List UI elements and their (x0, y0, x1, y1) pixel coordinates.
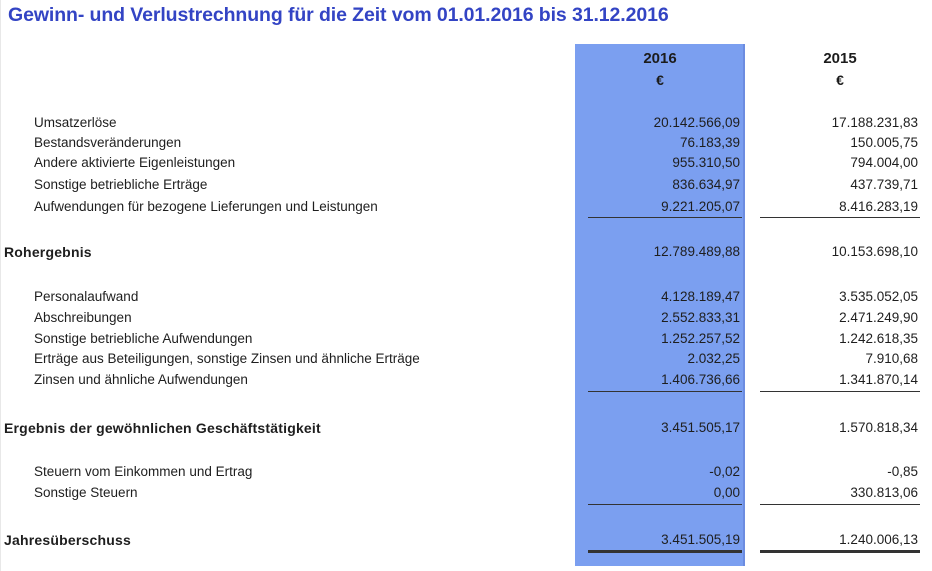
page-edge (0, 0, 1, 571)
row-value-2016-eigenleistungen: 955.310,50 (672, 155, 740, 170)
row-label-bezogene-leistungen: Aufwendungen für bezogene Lieferungen und Leistungen (34, 199, 378, 214)
row-value-2015-abschreibungen: 2.471.249,90 (839, 310, 918, 325)
row-label-abschreibungen: Abschreibungen (34, 310, 132, 325)
row-value-2015-jahresueberschuss: 1.240.006,13 (839, 532, 918, 547)
row-value-2016-rohergebnis: 12.789.489,88 (653, 244, 740, 259)
page-title: Gewinn- und Verlustrechnung für die Zeit vom 01.01.2016 bis 31.12.2016 (8, 4, 669, 26)
row-label-sonstige-steuern: Sonstige Steuern (34, 485, 138, 500)
row-value-2016-bestandsveraenderungen: 76.183,39 (679, 135, 740, 150)
row-value-2015-ergebnis: 1.570.818,34 (839, 420, 918, 435)
row-label-jahresueberschuss: Jahresüberschuss (4, 532, 131, 548)
subtotal-rule-2016 (588, 391, 742, 392)
row-label-zinsaufwendungen: Zinsen und ähnliche Aufwendungen (34, 372, 248, 387)
row-value-2016-sonstige-steuern: 0,00 (713, 485, 740, 500)
row-label-umsatzerloese: Umsatzerlöse (34, 115, 117, 130)
column-currency-2016: € (656, 72, 664, 88)
row-value-2015-sonstige-aufwendungen: 1.242.618,35 (839, 331, 918, 346)
total-double-rule-2015 (760, 550, 920, 553)
row-value-2016-ergebnis: 3.451.505,17 (661, 420, 740, 435)
row-value-2015-rohergebnis: 10.153.698,10 (831, 244, 918, 259)
row-label-sonstige-aufwendungen: Sonstige betriebliche Aufwendungen (34, 331, 253, 346)
row-label-eigenleistungen: Andere aktivierte Eigenleistungen (34, 155, 236, 170)
row-value-2015-ertragsteuern: -0,85 (887, 464, 918, 479)
column-year-2015: 2015 (823, 50, 857, 67)
row-label-personalaufwand: Personalaufwand (34, 289, 139, 304)
row-value-2015-zinsaufwendungen: 1.341.870,14 (839, 372, 918, 387)
row-value-2016-bezogene-leistungen: 9.221.205,07 (661, 199, 740, 214)
row-value-2015-sonstige-steuern: 330.813,06 (850, 485, 918, 500)
row-value-2015-personalaufwand: 3.535.052,05 (839, 289, 918, 304)
row-value-2016-ertragsteuern: -0,02 (709, 464, 740, 479)
row-value-2016-umsatzerloese: 20.142.566,09 (653, 115, 740, 130)
row-value-2016-abschreibungen: 2.552.833,31 (661, 310, 740, 325)
subtotal-rule-2015 (760, 217, 920, 218)
row-value-2015-beteiligungsertraege: 7.910,68 (865, 351, 918, 366)
row-value-2016-zinsaufwendungen: 1.406.736,66 (661, 372, 740, 387)
total-double-rule-2016 (588, 550, 742, 553)
row-label-ertragsteuern: Steuern vom Einkommen und Ertrag (34, 464, 253, 479)
row-label-ergebnis: Ergebnis der gewöhnlichen Geschäftstätigkeit (4, 420, 321, 436)
row-value-2016-personalaufwand: 4.128.189,47 (661, 289, 740, 304)
row-value-2015-sonstige-ertraege: 437.739,71 (850, 177, 918, 192)
row-value-2016-sonstige-aufwendungen: 1.252.257,52 (661, 331, 740, 346)
row-value-2015-bezogene-leistungen: 8.416.283,19 (839, 199, 918, 214)
row-value-2015-eigenleistungen: 794.004,00 (850, 155, 918, 170)
row-value-2016-beteiligungsertraege: 2.032,25 (687, 351, 740, 366)
subtotal-rule-2016 (588, 217, 742, 218)
row-label-bestandsveraenderungen: Bestandsveränderungen (34, 135, 182, 150)
subtotal-rule-2016 (588, 504, 742, 505)
row-label-beteiligungsertraege: Erträge aus Beteiligungen, sonstige Zinsen und ähnliche Erträge (34, 351, 420, 366)
row-value-2016-sonstige-ertraege: 836.634,97 (672, 177, 740, 192)
column-year-2016: 2016 (643, 50, 677, 67)
row-label-rohergebnis: Rohergebnis (4, 244, 92, 260)
row-label-sonstige-ertraege: Sonstige betriebliche Erträge (34, 177, 208, 192)
subtotal-rule-2015 (760, 504, 920, 505)
row-value-2016-jahresueberschuss: 3.451.505,19 (661, 532, 740, 547)
row-value-2015-bestandsveraenderungen: 150.005,75 (850, 135, 918, 150)
column-header-2016 (575, 50, 745, 88)
column-currency-2015: € (836, 72, 844, 88)
highlight-edge (743, 44, 745, 566)
row-value-2015-umsatzerloese: 17.188.231,83 (831, 115, 918, 130)
column-header-2015 (760, 50, 920, 88)
subtotal-rule-2015 (760, 391, 920, 392)
